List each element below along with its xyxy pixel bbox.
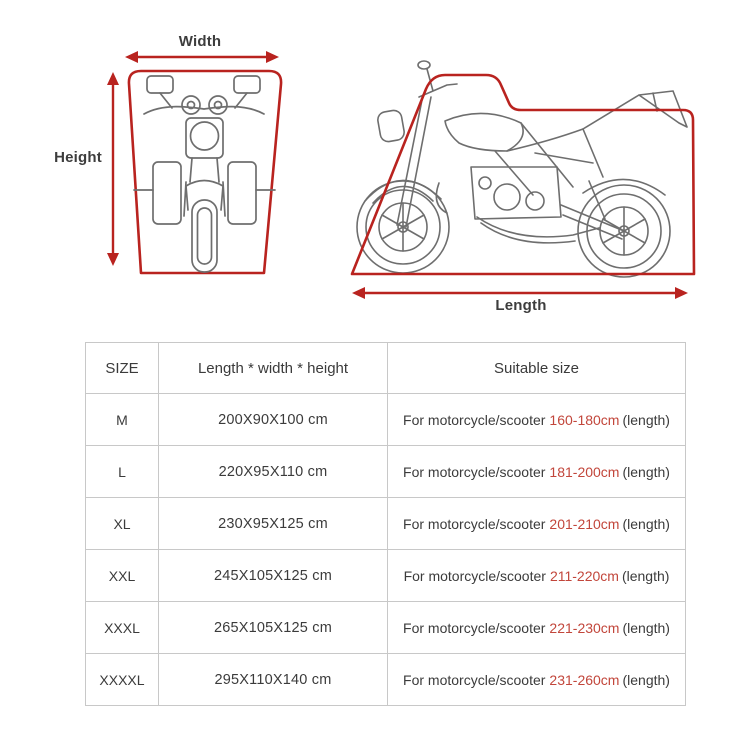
header-suitable: Suitable size: [388, 343, 686, 394]
width-dimension-label: Width: [178, 33, 222, 50]
suitable-prefix: For motorcycle/scooter: [403, 671, 546, 688]
suitable-cell: [388, 602, 686, 654]
motorcycle-front-sketch: [134, 76, 275, 272]
size-cell: XXL: [86, 550, 159, 602]
height-dimension-label: Height: [54, 149, 102, 166]
side-view-sketch: [335, 35, 710, 320]
size-cell: XXXXL: [86, 654, 159, 706]
suitable-prefix: For motorcycle/scooter: [403, 619, 546, 636]
table-header-row: [86, 343, 686, 394]
suitable-cell: [388, 654, 686, 706]
suitable-range: 181-200cm: [549, 463, 620, 480]
dimensions-cell: 230X95X125 cm: [159, 498, 388, 550]
suitable-cell: [388, 446, 686, 498]
suitable-prefix: For motorcycle/scooter: [403, 515, 546, 532]
header-size: SIZE: [86, 343, 159, 394]
suitable-suffix: (length): [622, 515, 670, 532]
suitable-suffix: (length): [622, 411, 670, 428]
size-cell: M: [86, 394, 159, 446]
length-dimension-label: Length: [495, 297, 547, 314]
size-chart-table: [85, 342, 686, 706]
suitable-cell: [388, 394, 686, 446]
dimensions-cell: 245X105X125 cm: [159, 550, 388, 602]
size-cell: XL: [86, 498, 159, 550]
table-row: [86, 394, 686, 446]
table-row: [86, 602, 686, 654]
size-cell: XXXL: [86, 602, 159, 654]
dimensions-cell: 220X95X110 cm: [159, 446, 388, 498]
suitable-range: 160-180cm: [549, 411, 620, 428]
table-row: [86, 498, 686, 550]
suitable-suffix: (length): [622, 619, 670, 636]
suitable-cell: [388, 550, 686, 602]
table-row: [86, 654, 686, 706]
header-dimensions: Length * width * height: [159, 343, 388, 394]
suitable-range: 211-220cm: [549, 567, 619, 584]
suitable-prefix: For motorcycle/scooter: [403, 567, 546, 584]
suitable-suffix: (length): [621, 567, 670, 584]
motorcycle-side-sketch: [357, 61, 687, 277]
suitable-range: 231-260cm: [549, 671, 620, 688]
table-row: [86, 446, 686, 498]
height-arrow-icon: [107, 72, 119, 266]
suitable-prefix: For motorcycle/scooter: [403, 411, 546, 428]
suitable-cell: [388, 498, 686, 550]
cover-outline-front: [129, 71, 281, 273]
suitable-suffix: (length): [622, 463, 670, 480]
width-arrow-icon: [125, 51, 279, 63]
dimensions-cell: 265X105X125 cm: [159, 602, 388, 654]
dimensions-cell: 200X90X100 cm: [159, 394, 388, 446]
dimensions-cell: 295X110X140 cm: [159, 654, 388, 706]
size-cell: L: [86, 446, 159, 498]
suitable-range: 201-210cm: [549, 515, 620, 532]
suitable-prefix: For motorcycle/scooter: [403, 463, 546, 480]
table-row: [86, 550, 686, 602]
suitable-suffix: (length): [622, 671, 670, 688]
suitable-range: 221-230cm: [549, 619, 620, 636]
